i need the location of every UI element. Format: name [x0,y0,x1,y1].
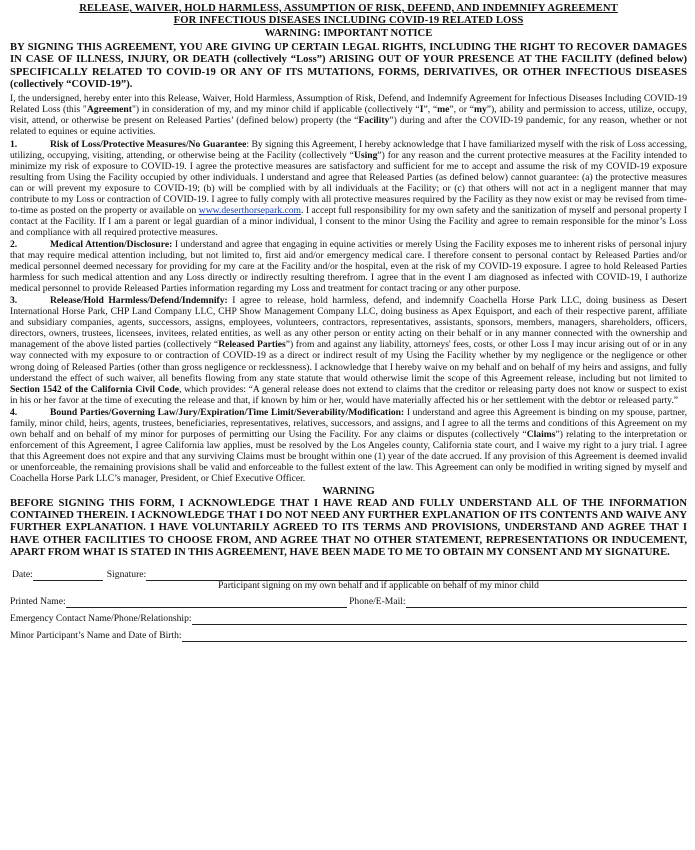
important-notice-heading: WARNING: IMPORTANT NOTICE [264,28,433,39]
signature-block [10,564,687,642]
minor-participant-field[interactable] [182,631,687,642]
emergency-contact-field[interactable] [192,614,687,625]
section-number: 2. [10,238,18,250]
document-title-line-2: FOR INFECTIOUS DISEASES INCLUDING COVID-19 RELATED LOSS [173,15,524,26]
document-title-line-1: RELEASE, WAIVER, HOLD HARMLESS, ASSUMPTION OF RISK, DEFEND, AND INDEMNIFY AGREEMENT [79,3,618,14]
warning-heading: WARNING [322,486,375,498]
section-3: 3. Release/Hold Harmless/Defend/Indemnify: I agree to release, hold harmless, defend, and indemnify Coachella Horse Park LLC, doing business as Desert International Horse Park, CHP Land Company LLC, CHP Show Management Company LLC, doing business as Apex Equisport, and each of their respective parent, affiliate and subsidiary companies, agents, successors, assigns, employees, volunteers, contractors, representatives, assistants, sponsors, members, managers, shareholders, officers, directors, owners, trustees, licensees, invitees, related entities, as well as any other person or entity acting on their behalf or in any manner connected with the ownership and management of the above listed parties (collectively “Released Parties”) from and against any liability, attorneys' fees, costs, or other Loss I may incur arising out of or in any way connected with my exposure to or contraction of COVID-19 as a direct or indirect result of my Using the Facility whether by my negligence or the negligence or other wrong doing of Released Parties (other than gross negligence or recklessness). I acknowledge that I hereby waive on my behalf and on behalf of my heirs and assigns, and fully understand the effect of such waiver, all benefits flowing from any state statute that would otherwise limit the scope of this Agreement release, including but not limited to Section 1542 of the California Civil Code, which provides: “A general release does not extend to claims that the creditor or releasing party does not know or suspect to exist in his or her favor at the time of executing the release and that, if known by him or her, would have materially affected his or her settlement with the debtor or released party.” [10,295,688,406]
section-2: 2. Medical Attention/Disclosure: I understand and agree that engaging in equine activities or merely Using the Facility exposes me to inherent risks of personal injury that may require medical attention including, but not limited to, first aid and/or emergency medical care. I therefore consent to personal contact by Released Parties and/or medical personnel deemed necessary for providing for my care at the Facility and/or the hospital, even at the risk of my COVID-19 exposure. I agree to hold Released Parties harmless for such medical attention and any Loss directly or indirectly resulting therefrom. I agree that in the event I am diagnosed as infected with COVID-19, I authorize medical personnel to provide Released Parties information regarding my Loss and treatment for contact tracing or any other purpose. [10,238,687,295]
minor-participant-row [10,625,687,642]
signature-label: Signature: [106,569,147,581]
section-number: 1. [10,138,18,150]
date-signature-row [10,564,687,581]
emergency-contact-label: Emergency Contact Name/Phone/Relationship: [10,613,192,625]
section-heading: Bound Parties/Governing Law/Jury/Expiration/Time Limit/Severability/Modification: [50,406,405,418]
printed-name-label: Printed Name: [10,596,66,608]
minor-participant-label: Minor Participant’s Name and Date of Birth: [10,630,182,642]
signature-note: Participant signing on my own behalf and if applicable on behalf of my minor child [218,580,539,592]
section-4: 4. Bound Parties/Governing Law/Jury/Expiration/Time Limit/Severability/Modification: I understand and agree this Agreement is binding on my spouse, partner, family, minor child, heirs, agents, trustees, beneficiaries, representatives, relatives, successors, and assigns, and I agree to all the terms and conditions of this Agreement on my own behalf and on behalf of my minor for purposes of permitting our Using the Facility. For any claims or disputes (collectively “Claims”) relating to the interpretation or enforcement of this Agreement, I agree California law applies, must be resolved by the Los Angeles county, California state court, and I waive my right to a jury trial. I agree that this Agreement does not expire and that any surviving Claims must be brought within one (1) year of the date accrued. If any provision of this Agreement is deemed invalid or unenforceable, the remaining provisions shall be valid and enforceable to the fullest extent of the law. This Agreement can only be modified in writing signed by myself and Coachella Horse Park LLC’s manager, President, or Chief Executive Officer. [10,406,687,484]
phone-email-field[interactable] [406,597,687,608]
section-number: 3. [10,295,18,307]
section-heading: Release/Hold Harmless/Defend/Indemnify: [50,295,228,307]
important-notice-text: BY SIGNING THIS AGREEMENT, YOU ARE GIVING UP CERTAIN LEGAL RIGHTS, INCLUDING THE RIGHT TO RECOVER DAMAGES IN CASE OF ILLNESS, INJURY, OR DEATH (collectively “Loss”) ARISING OUT OF YOUR PRESENCE AT THE FACILITY (defined below) SPECIFICALLY RELATED TO COVID-19 OR ANY OF ITS MUTATIONS, FORMS, DERIVATIVES, OR OTHER INFECTIOUS DISEASES (collectively “COVID-19”). [10,42,687,90]
name-phone-row [10,591,687,608]
section-heading: Medical Attention/Disclosure: [50,238,173,250]
emergency-contact-row [10,608,687,625]
date-label: Date: [12,569,33,581]
website-link[interactable]: www.deserthorsepark.com [198,204,301,216]
section-number: 4. [10,406,18,418]
acknowledgement-text: BEFORE SIGNING THIS FORM, I ACKNOWLEDGE THAT I HAVE READ AND FULLY UNDERSTAND ALL OF THE INFORMATION CONTAINED THEREIN. I ACKNOWLEDGE THAT I DO NOT NEED ANY FURTHER EXPLANATION OF ITS CONTENTS AND WAIVE ANY FURTHER EXPLANATION. I HAVE VOLUNTARILY AGREED TO ITS TERMS AND PROVISIONS, UNDERSTAND AND AGREE THAT I HAVE OTHER FACILITIES TO CHOOSE FROM, AND AGREE THAT NO OTHER STATEMENT, REPRESENTATIONS OR INDUCEMENT, APART FROM WHAT IS STATED IN THIS AGREEMENT, HAVE BEEN MADE TO ME TO OBTAIN MY CONSENT AND MY SIGNATURE. [10,498,687,558]
intro-paragraph: I, the undersigned, hereby enter into this Release, Waiver, Hold Harmless, Assumption of Risk, Defend, and Indemnify Agreement for Infectious Diseases Including COVID-19 Related Loss (this "Agreement") in consideration of my, and my minor child if applicable (collectively “I”, “me”, or “my”), ability and permission to access, utilize, occupy, visit, attend, or otherwise be present on Released Parties’ (defined below) property (the “Facility”) during and after the COVID-19 pandemic, for any reason, whether or not related to equines or equine activities. [10,93,687,138]
date-field[interactable] [33,570,103,581]
printed-name-field[interactable] [66,597,347,608]
section-1: 1. Risk of Loss/Protective Measures/No Guarantee: By signing this Agreement, I hereby acknowledge that I have familiarized myself with the risk of Loss accessing, utilizing, occupying, visiting, attending, or otherwise being at the Facility (collectively “Using”) for any reason and the current protective measures at the Facility intended to minimize my risk of exposure to COVID-19. I agree the protective measures are satisfactory and sufficient for me to accept and assume the risk of my COVID-19 exposure resulting from Using the Facility occupied by other individuals. I understand and agree that Released Parties (as defined below) cannot guarantee: (a) the protective measures can or will prevent my exposure to COVID-19; (b) will be complied with by all individuals at the Facility; or (c) that others will not act in a negligent manner that may contribute to my Loss or contraction of COVID-19. I agree to fully comply with all protective measures required by the Facility as they now exist or may be revised from time-to-time as posted on the property or available on www.deserthorsepark.com. I accept full responsibility for my own safety and the sanitization of myself and personal property I contact at the Facility. If I am a parent or legal guardian of a minor individual, I consent to the minor Using the Facility and agree to remain responsible for the minor’s Loss and compliance with all required protective measures. [10,138,687,238]
section-heading: Risk of Loss/Protective Measures/No Guarantee [50,138,247,150]
phone-email-label: Phone/E-Mail: [349,596,406,608]
